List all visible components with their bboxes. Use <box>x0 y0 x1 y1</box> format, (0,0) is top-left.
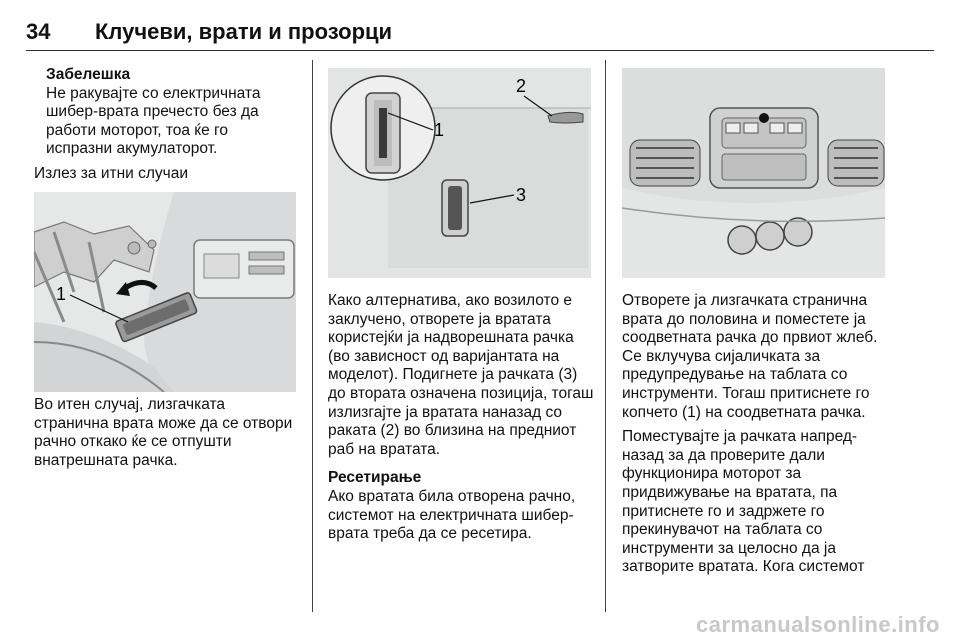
handle-paragraph: Поместувајте ја рачката напред-назад за да проверите дали функционира моторот за придвижување на вратата, па притиснете го и задржете го прекинувачот на таблата со инструменти за целосно да ја затворите вратата. Кога системот <box>622 428 865 576</box>
emergency-handle-illustration <box>34 192 296 392</box>
section-heading: Излез за итни случаи <box>34 164 189 182</box>
column-2 <box>328 292 594 544</box>
column-divider-1 <box>312 60 313 612</box>
note-text: Не ракувајте со електричната шибер-врата пречесто без да работи моторот, тоа ќе го испразни акумулаторот. <box>46 84 261 158</box>
figure-callout-2: 2 <box>516 76 527 96</box>
figure-callout-3: 3 <box>516 185 527 205</box>
open-door-paragraph: Отворете ја лизгачката странична врата до половина и поместете ја соодветната рачка до првиот жлеб. Се вклучува сијаличката за предупредување на таблата со инструменти. Тогаш притиснете го копчето (1) на соодветната рачка. <box>622 292 878 421</box>
dashboard-illustration <box>622 68 885 278</box>
reset-paragraph: Ако вратата била отворена рачно, системот на електричната шибер-врата треба да се ресетира. <box>328 487 576 543</box>
note-title: Забелешка <box>46 66 131 83</box>
alternative-paragraph: Како алтернатива, ако возилото е заклучено, отворете ја вратата користејќи ја надворешната рачка (во зависност од варијантата на моделот). Подигнете ја рачката (3) до втората означена позиција, тогаш излизгајте ја вратата наназад со раката (2) во близина на предниот раб на вратата. <box>328 292 594 458</box>
column-3 <box>622 292 892 577</box>
figure-exterior-handle <box>328 68 591 278</box>
figure-callout-1: 1 <box>434 120 445 140</box>
figure-callout-1: 1 <box>56 284 67 304</box>
emergency-paragraph: Во итен случај, лизгачката странична врата може да се отвори рачно откако ќе се отпушти внатрешната рачка. <box>34 396 293 469</box>
header-rule <box>26 50 934 51</box>
reset-subheading: Ресетирање <box>328 469 422 487</box>
column-1 <box>34 66 296 184</box>
watermark: carmanualsonline.info <box>696 612 940 637</box>
page-number: 34 <box>26 19 51 44</box>
figure-dashboard <box>622 68 885 278</box>
figure-emergency-handle <box>34 192 296 392</box>
exterior-handle-illustration <box>328 68 591 278</box>
column-1-lower <box>34 396 300 470</box>
column-divider-2 <box>605 60 606 612</box>
page-title: Клучеви, врати и прозорци <box>95 19 393 44</box>
